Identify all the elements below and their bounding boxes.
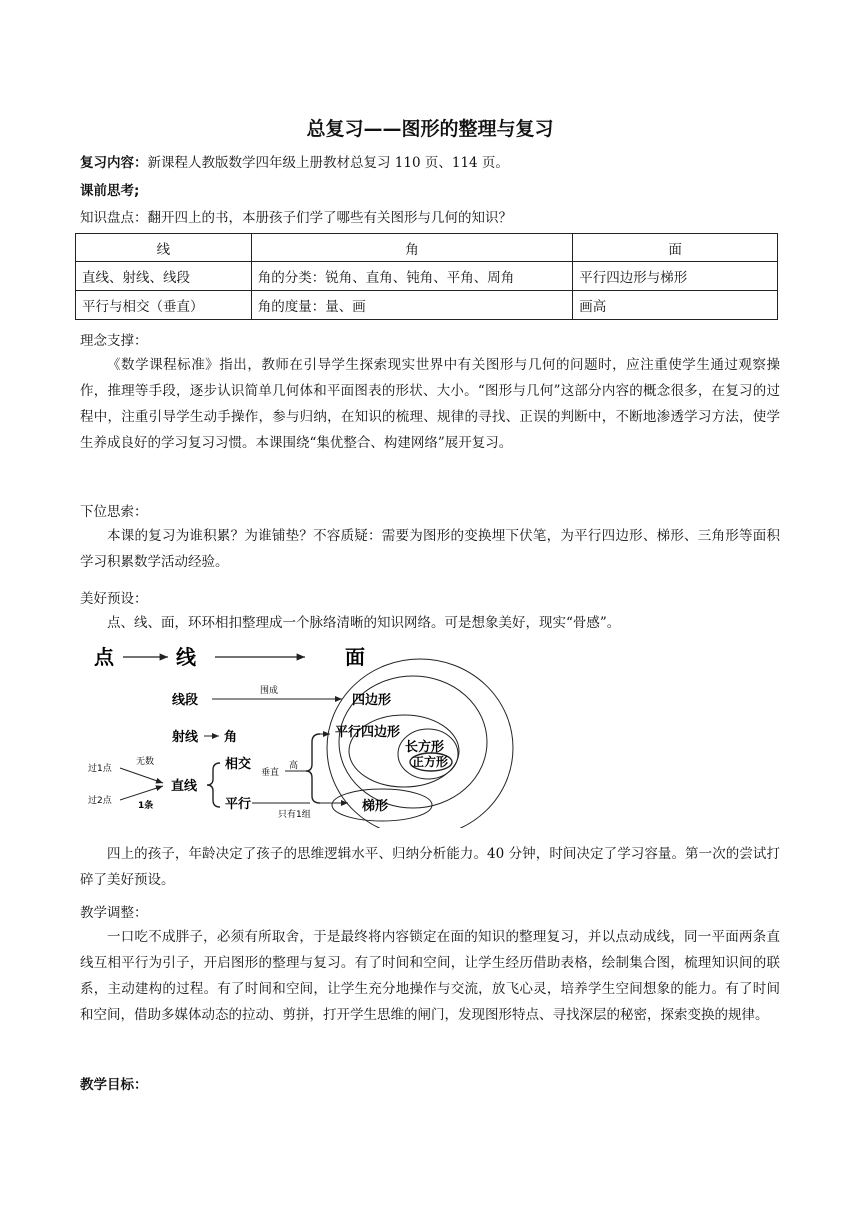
- diagram-perpendicular: 垂直: [261, 768, 280, 778]
- table-header-cell: 线: [76, 234, 252, 262]
- diagram-face: 面: [345, 645, 365, 669]
- diagram-height: 高: [289, 761, 299, 771]
- preset-paragraph: 点、线、面，环环相扣整理成一个脉络清晰的知识网络。可是想象美好，现实“骨感”。: [107, 615, 621, 631]
- goal-heading: 教学目标：: [80, 1077, 148, 1093]
- arrow: [120, 786, 163, 800]
- diagram-quad: 四边形: [352, 693, 392, 708]
- diagram-angle: 角: [224, 730, 238, 745]
- diagram-parallelogram: 平行四边形: [335, 725, 401, 740]
- diagram-straight: 直线: [171, 779, 198, 794]
- table-cell: 平行四边形与梯形: [573, 262, 778, 291]
- preset-heading: 美好预设：: [80, 591, 148, 607]
- table-cell: 画高: [573, 291, 778, 320]
- diagram-dot: 点: [94, 645, 114, 669]
- table-cell: 平行与相交（垂直）: [76, 291, 252, 320]
- table-cell: 直线、射线、线段: [76, 262, 252, 291]
- knowledge-network-diagram: [80, 638, 530, 828]
- review-label: 复习内容：: [80, 155, 148, 171]
- review-line: [80, 153, 780, 173]
- reflection-paragraph: 四上的孩子，年龄决定了孩子的思维逻辑水平、归纳分析能力。40 分钟，时间决定了学习容量。第一次的尝试打碎了美好预设。: [80, 846, 780, 888]
- arrow: [120, 768, 163, 783]
- inventory-line: 知识盘点：翻开四上的书，本册孩子们学了哪些有关图形与几何的知识？: [80, 210, 512, 226]
- lower-paragraph: 本课的复习为谁积累？为谁铺垫？不容质疑：需要为图形的变换埋下伏笔，为平行四边形、梯形、三角形等面积学习积累数学活动经验。: [80, 528, 780, 570]
- diagram-line: 线: [176, 645, 196, 669]
- diagram-enclose: 围成: [260, 686, 279, 696]
- knowledge-table: [75, 233, 778, 320]
- adjust-heading: 教学调整：: [80, 905, 148, 921]
- page-title: 总复习——图形的整理与复习: [306, 118, 554, 140]
- table-cell: 角的分类：锐角、直角、钝角、平角、周角: [251, 262, 573, 291]
- brace: [207, 763, 220, 807]
- diagram-parallel: 平行: [225, 797, 252, 812]
- diagram-trapezoid: 梯形: [362, 799, 389, 814]
- diagram-intersect: 相交: [225, 757, 252, 772]
- idea-heading: 理念支撑：: [80, 333, 148, 349]
- diagram-through2: 过2点: [88, 796, 112, 806]
- diagram-segment: 线段: [172, 693, 199, 708]
- review-text: 新课程人教版数学四年级上册教材总复习 110 页、114 页。: [147, 155, 509, 171]
- diagram-through1: 过1点: [88, 764, 112, 774]
- adjust-paragraph: 一口吃不成胖子，必须有所取舍，于是最终将内容锁定在面的知识的整理复习，并以点动成线，同一平面两条直线互相平行为引子，开启图形的整理与复习。有了时间和空间，让学生经历借助表格，绘制集合图，梳理知识间的联系，主动建构的过程。有了时间和空间，让学生充分地操作与交流，放飞心灵，培养学生空间想象的能力。有了时间和空间，借助多媒体动态的拉动、剪拼，打开学生思维的闸门，发现图形特点、寻找深层的秘密，探索变换的规律。: [80, 929, 780, 1023]
- lower-heading: 下位思索：: [80, 504, 148, 520]
- table-cell: 角的度量：量、画: [251, 291, 573, 320]
- table-header-cell: 角: [251, 234, 573, 262]
- table-row: [76, 291, 778, 320]
- table-row: [76, 262, 778, 291]
- diagram-only-one-pair: 只有1组: [278, 810, 311, 820]
- diagram-rectangle: 长方形: [405, 740, 445, 755]
- table-header-row: [76, 234, 778, 262]
- diagram-one: 1条: [138, 801, 154, 811]
- idea-paragraph: 《数学课程标准》指出，教师在引导学生探索现实世界中有关图形与几何的问题时，应注重使学生通过观察操作，推理等手段，逐步认识简单几何体和平面图表的形状、大小。“图形与几何”这部分内容的概念很多，在复习的过程中，注重引导学生动手操作，参与归纳，在知识的梳理、规律的寻找、正误的判断中，不断地渗透学习方法，使学生养成良好的学习复习习惯。本课围绕“集优整合、构建网络”展开复习。: [80, 357, 780, 451]
- diagram-countless: 无数: [136, 757, 155, 767]
- diagram-square: 正方形: [412, 755, 449, 769]
- table-header-cell: 面: [573, 234, 778, 262]
- pre-think-heading: 课前思考;: [80, 183, 140, 199]
- brace: [306, 734, 320, 803]
- diagram-ray: 射线: [172, 730, 199, 745]
